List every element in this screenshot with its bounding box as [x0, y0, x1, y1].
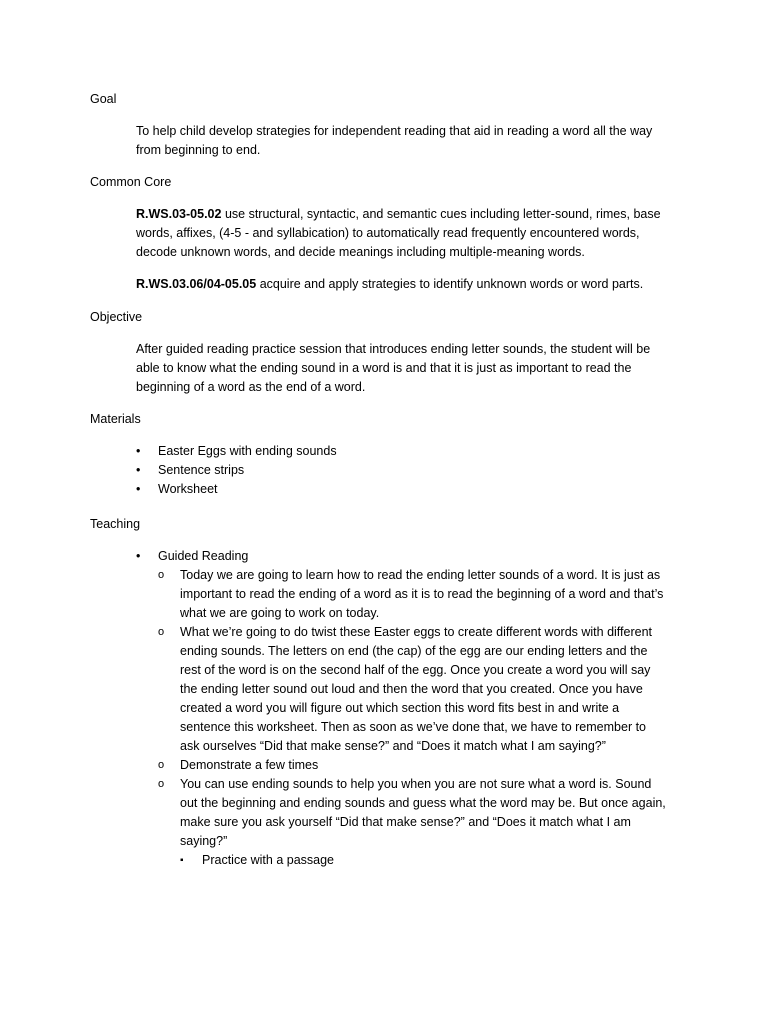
guided-reading-label: Guided Reading: [158, 549, 249, 563]
objective-text: After guided reading practice session that introduces ending letter sounds, the student will be able to know what the ending sound in a word is and that it is just as important to read the beginning of a word as the end of a word.: [136, 342, 651, 394]
list-item: o Demonstrate a few times: [158, 756, 668, 775]
standard-2-code: R.WS.03.06/04-05.05: [136, 277, 257, 291]
objective-heading: Objective: [90, 310, 143, 324]
teaching-heading: Teaching: [90, 517, 141, 531]
list-item: ▪ Practice with a passage: [180, 851, 690, 870]
teaching-subsublist: [180, 851, 668, 870]
list-item: o What we’re going to do twist these Easter eggs to create different words with different ending sounds. The letters on end (the cap) of the egg are our ending letters and the rest of the word is on the second half of the egg. Once you create a word you will say the ending letter sound out loud and then the word that you created. Once you have created a word you will figure out which section this word fits best in and write a sentence this worksheet. Then as soon as we’ve done that, we have to remember to ask ourselves “Did that make sense?” and “Does it match what I am saying?”: [158, 623, 668, 756]
materials-heading: Materials: [90, 412, 141, 426]
list-item: • Sentence strips: [136, 461, 686, 480]
list-item: • Easter Eggs with ending sounds: [136, 442, 686, 461]
goal-text: To help child develop strategies for independent reading that aid in reading a word all the way from beginning to end.: [136, 124, 653, 157]
common-core-heading: Common Core: [90, 175, 172, 189]
goal-heading: Goal: [90, 92, 117, 106]
standard-1-code: R.WS.03-05.02: [136, 207, 222, 221]
standard-1-text: use structural, syntactic, and semantic cues including letter-sound, rimes, base words, affixes, (4-5 - and syllabication) to automatically read frequently encountered words, decode unknown words, and decide meanings including multiple-meaning words.: [136, 207, 661, 259]
standard-1: [136, 205, 676, 262]
teaching-sublist: [158, 566, 686, 870]
standard-2: [136, 275, 676, 294]
materials-list: [136, 442, 686, 499]
list-item: [158, 775, 668, 870]
list-item: • Worksheet: [136, 480, 686, 499]
ending-sounds-tip: You can use ending sounds to help you when you are not sure what a word is. Sound out the beginning and ending sounds and guess what the word may be. But once again, make sure you ask yourself “Did that make sense?” and “Does it match what I am saying?”: [180, 777, 666, 848]
teaching-list: [136, 547, 686, 870]
list-item: o Today we are going to learn how to read the ending letter sounds of a word. It is just as important to read the ending of a word as it is to read the beginning of a word and that’s what we are going to work on today.: [158, 566, 668, 623]
list-item: [136, 547, 686, 870]
standard-2-text: acquire and apply strategies to identify unknown words or word parts.: [256, 277, 644, 291]
